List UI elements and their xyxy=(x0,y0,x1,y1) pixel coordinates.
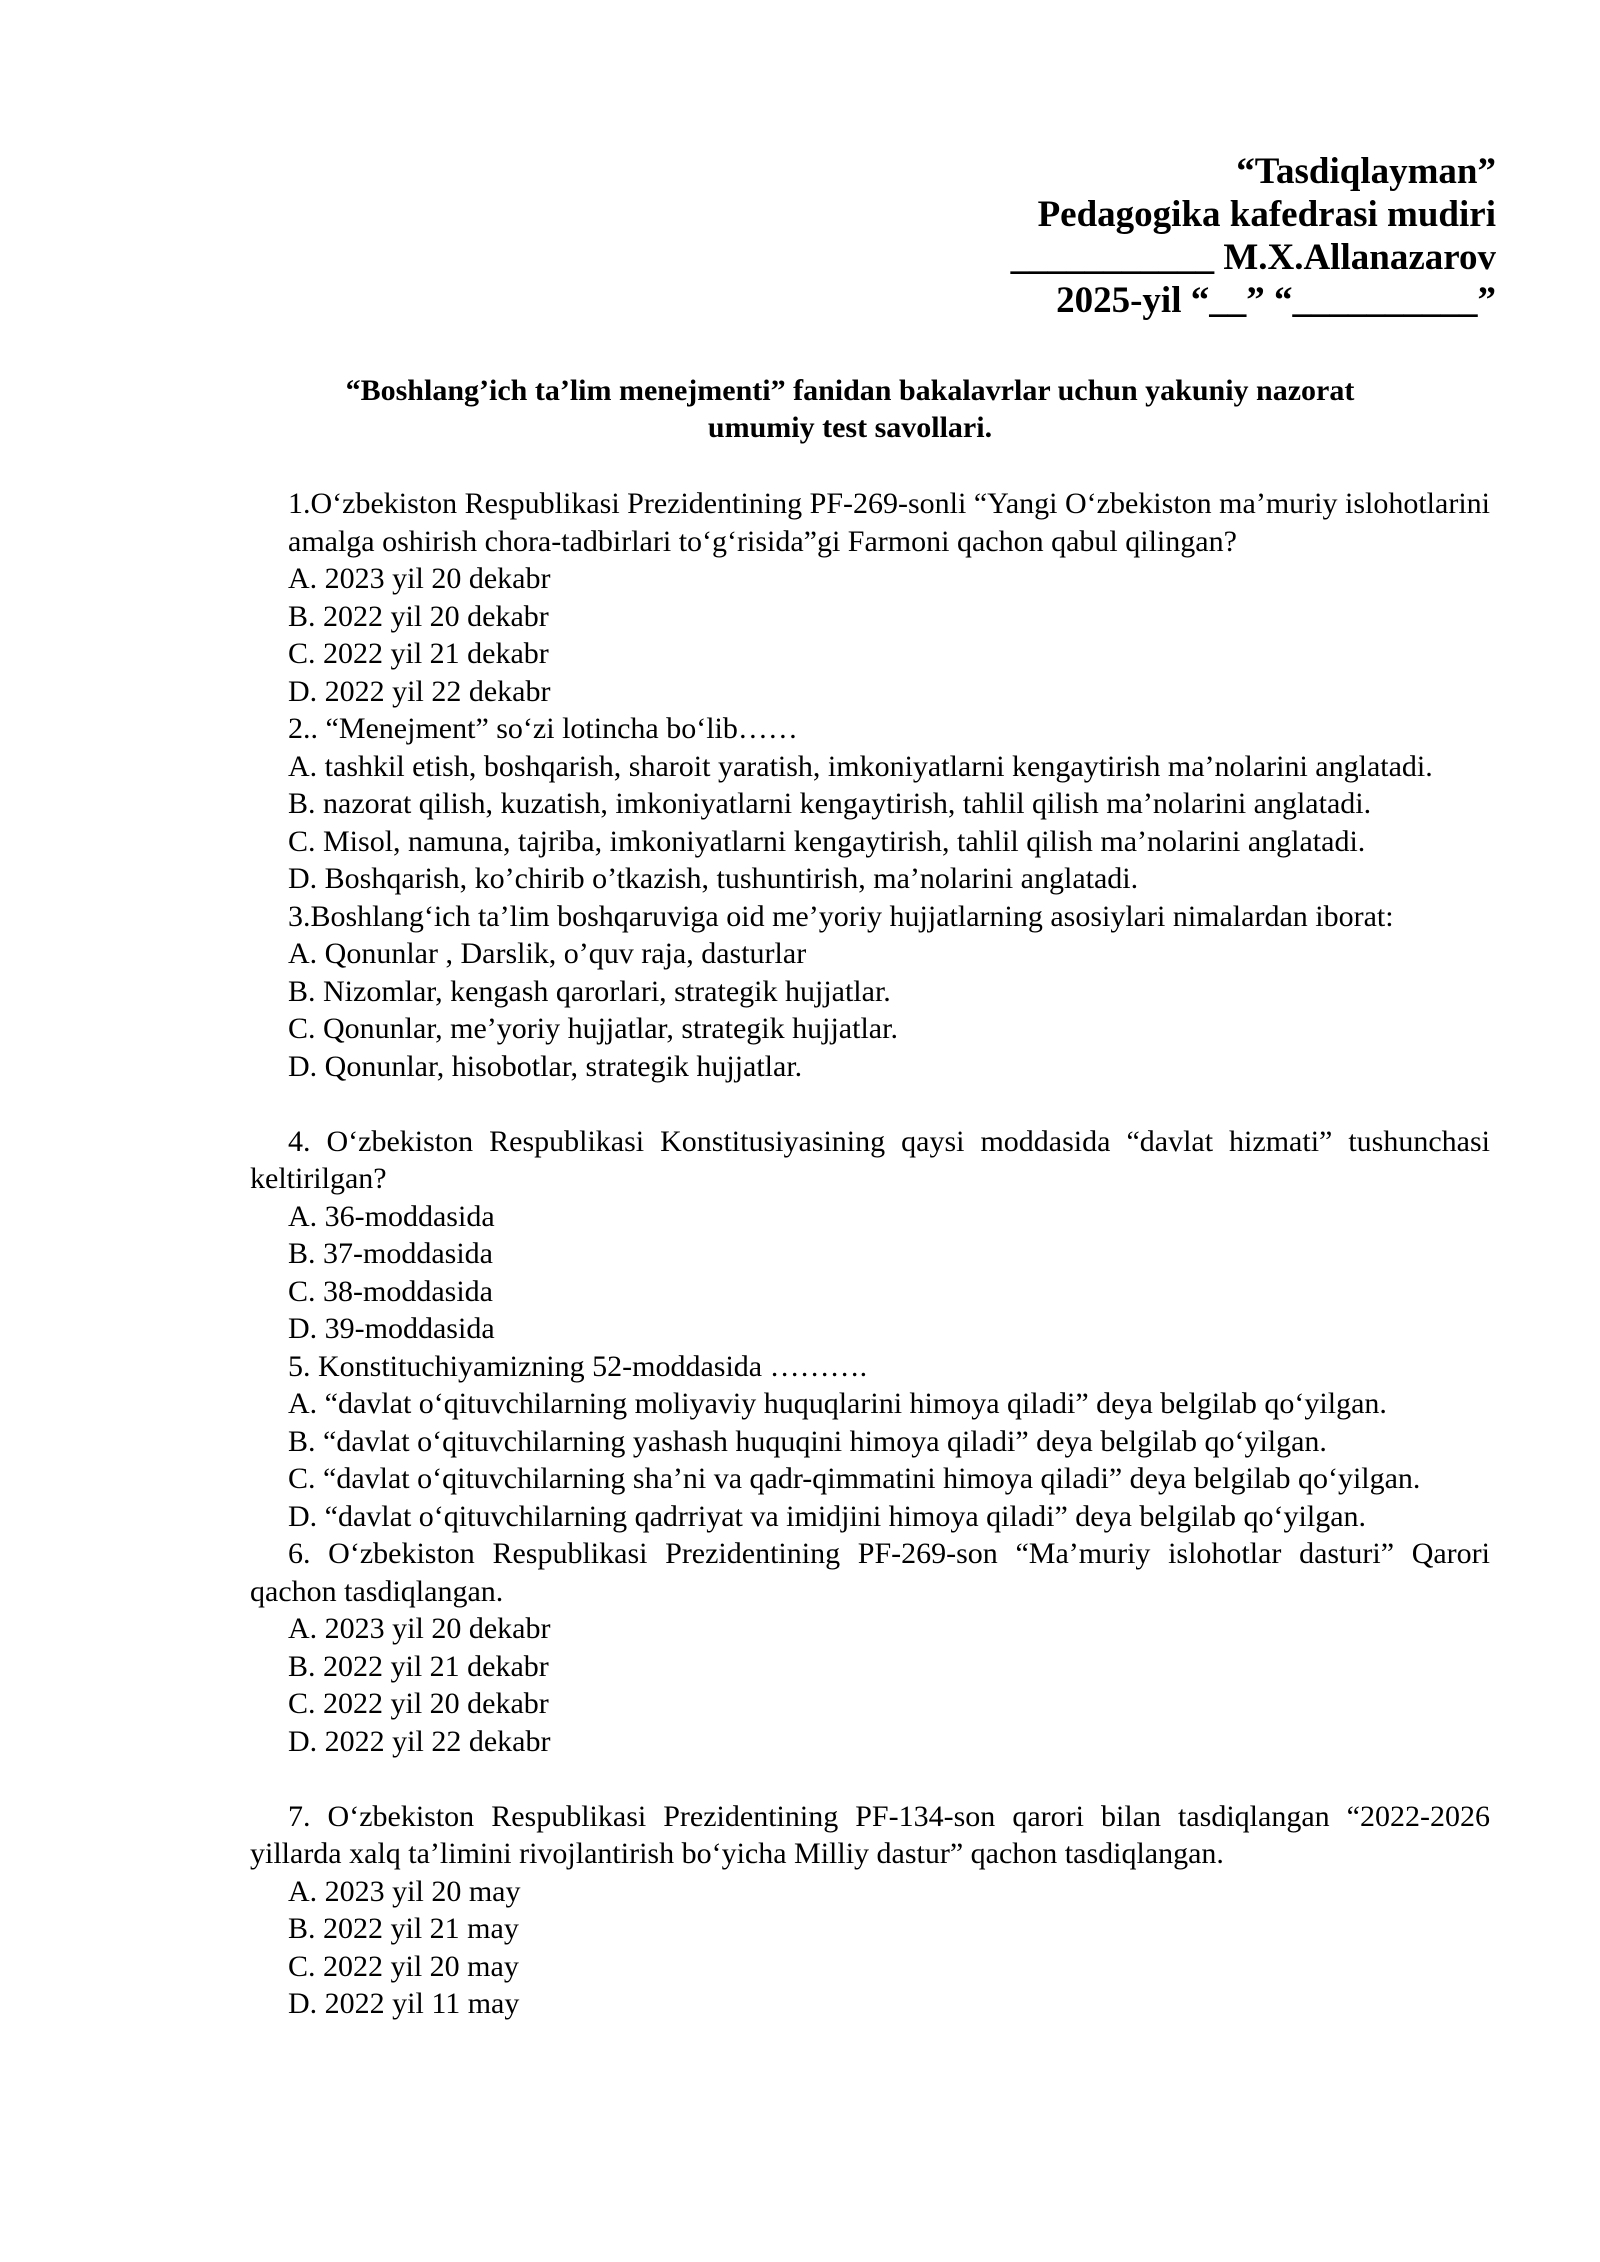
answer-option: C. Qonunlar, me’yoriy hujjatlar, strategik hujjatlar. xyxy=(288,1012,898,1045)
title-line-1: “Boshlang’ich ta’lim menejmenti” fanidan bakalavrlar uchun yakuniy nazorat xyxy=(345,374,1355,407)
question-text: 6. O‘zbekiston Respublikasi Prezidentining PF-269-son “Ma’muriy islohotlar dasturi” Qarori qachon tasdiqlangan. xyxy=(250,1537,1490,1608)
answer-option: B. “davlat o‘qituvchilarning yashash huquqini himoya qiladi” deya belgilab qo‘yilgan. xyxy=(288,1424,1327,1458)
answer-option: A. 2023 yil 20 may xyxy=(288,1874,521,1908)
answer-option: A. 36-moddasida xyxy=(288,1199,495,1233)
question-text: 5. Konstituchiyamizning 52-moddasida ………. xyxy=(288,1349,868,1383)
answer-option: B. 2022 yil 21 dekabr xyxy=(288,1649,549,1683)
answer-option: D. Boshqarish, ko’chirib o’tkazish, tushuntirish, ma’nolarini anglatadi. xyxy=(288,862,1139,895)
answer-option: B. Nizomlar, kengash qarorlari, strategik hujjatlar. xyxy=(288,974,891,1008)
answer-option: C. 38-moddasida xyxy=(288,1274,493,1308)
answer-option: A. 2023 yil 20 dekabr xyxy=(288,1612,551,1645)
answer-option: C. 2022 yil 20 may xyxy=(288,1949,519,1983)
answer-option: D. 2022 yil 11 may xyxy=(288,1987,520,2020)
answer-option: C. 2022 yil 20 dekabr xyxy=(288,1687,549,1720)
answer-option: A. 2023 yil 20 dekabr xyxy=(288,562,551,595)
question-6 xyxy=(250,1535,1490,1760)
answer-option: B. 37-moddasida xyxy=(288,1237,493,1270)
answer-option: D. 2022 yil 22 dekabr xyxy=(288,674,551,708)
question-text: 7. O‘zbekiston Respublikasi Prezidentining PF-134-son qarori bilan tasdiqlangan “2022-2026 yillarda xalq ta’limini rivojlantirish bo‘yicha Milliy dastur” qachon tasdiqlangan. xyxy=(250,1799,1490,1870)
answer-option: B. nazorat qilish, kuzatish, imkoniyatlarni kengaytirish, tahlil qilish ma’nolarini anglatadi. xyxy=(288,787,1372,820)
approval-heading: “Tasdiqlayman” xyxy=(1236,151,1496,192)
answer-option: A. tashkil etish, boshqarish, sharoit yaratish, imkoniyatlarni kengaytirish ma’nolarini anglatadi. xyxy=(288,749,1433,783)
title-line-2: umumiy test savollari. xyxy=(707,411,993,444)
question-text: 3.Boshlang‘ich ta’lim boshqaruviga oid me’yoriy hujjatlarning asosiylari nimalardan iborat: xyxy=(288,899,1394,933)
question-text: 1.O‘zbekiston Respublikasi Prezidentining PF-269-sonli “Yangi O‘zbekiston ma’muriy islohotlarini amalga oshirish chora-tadbirlari to‘g‘risida”gi Farmoni qachon qabul qilingan? xyxy=(288,487,1490,558)
answer-option: B. 2022 yil 21 may xyxy=(288,1912,519,1945)
spacer xyxy=(250,1085,1490,1123)
question-5 xyxy=(250,1348,1490,1536)
question-4 xyxy=(250,1123,1490,1348)
answer-option: C. Misol, namuna, tajriba, imkoniyatlarni kengaytirish, tahlil qilish ma’nolarini anglatadi. xyxy=(288,824,1366,858)
answer-option: C. 2022 yil 21 dekabr xyxy=(288,637,549,670)
answer-option: A. “davlat o‘qituvchilarning moliyaviy huquqlarini himoya qiladi” deya belgilab qo‘yilgan. xyxy=(288,1387,1387,1420)
questions-list xyxy=(250,485,1490,2023)
question-text: 4. O‘zbekiston Respublikasi Konstitusiyasining qaysi moddasida “davlat hizmati” tushunchasi keltirilgan? xyxy=(250,1124,1490,1195)
spacer xyxy=(250,1760,1490,1798)
answer-option: D. 2022 yil 22 dekabr xyxy=(288,1724,551,1758)
approval-date: 2025-yil “__” “__________” xyxy=(1056,280,1496,321)
question-7 xyxy=(250,1798,1490,2023)
question-text: 2.. “Menejment” so‘zi lotincha bo‘lib…… xyxy=(288,712,798,745)
approval-block xyxy=(1011,150,1496,322)
answer-option: C. “davlat o‘qituvchilarning sha’ni va qadr-qimmatini himoya qiladi” deya belgilab qo‘yilgan. xyxy=(288,1462,1421,1495)
approval-position: Pedagogika kafedrasi mudiri xyxy=(1037,194,1496,235)
answer-option: D. 39-moddasida xyxy=(288,1312,495,1345)
question-1 xyxy=(250,485,1490,710)
question-3 xyxy=(250,898,1490,1086)
answer-option: B. 2022 yil 20 dekabr xyxy=(288,599,549,633)
answer-option: A. Qonunlar , Darslik, o’quv raja, dasturlar xyxy=(288,937,807,970)
answer-option: D. “davlat o‘qituvchilarning qadrriyat va imidjini himoya qiladi” deya belgilab qo‘yilgan. xyxy=(288,1499,1367,1533)
answer-option: D. Qonunlar, hisobotlar, strategik hujjatlar. xyxy=(288,1049,803,1083)
document-title xyxy=(250,372,1450,446)
approval-signature: ___________ M.X.Allanazarov xyxy=(1010,237,1496,278)
question-2 xyxy=(250,710,1490,898)
